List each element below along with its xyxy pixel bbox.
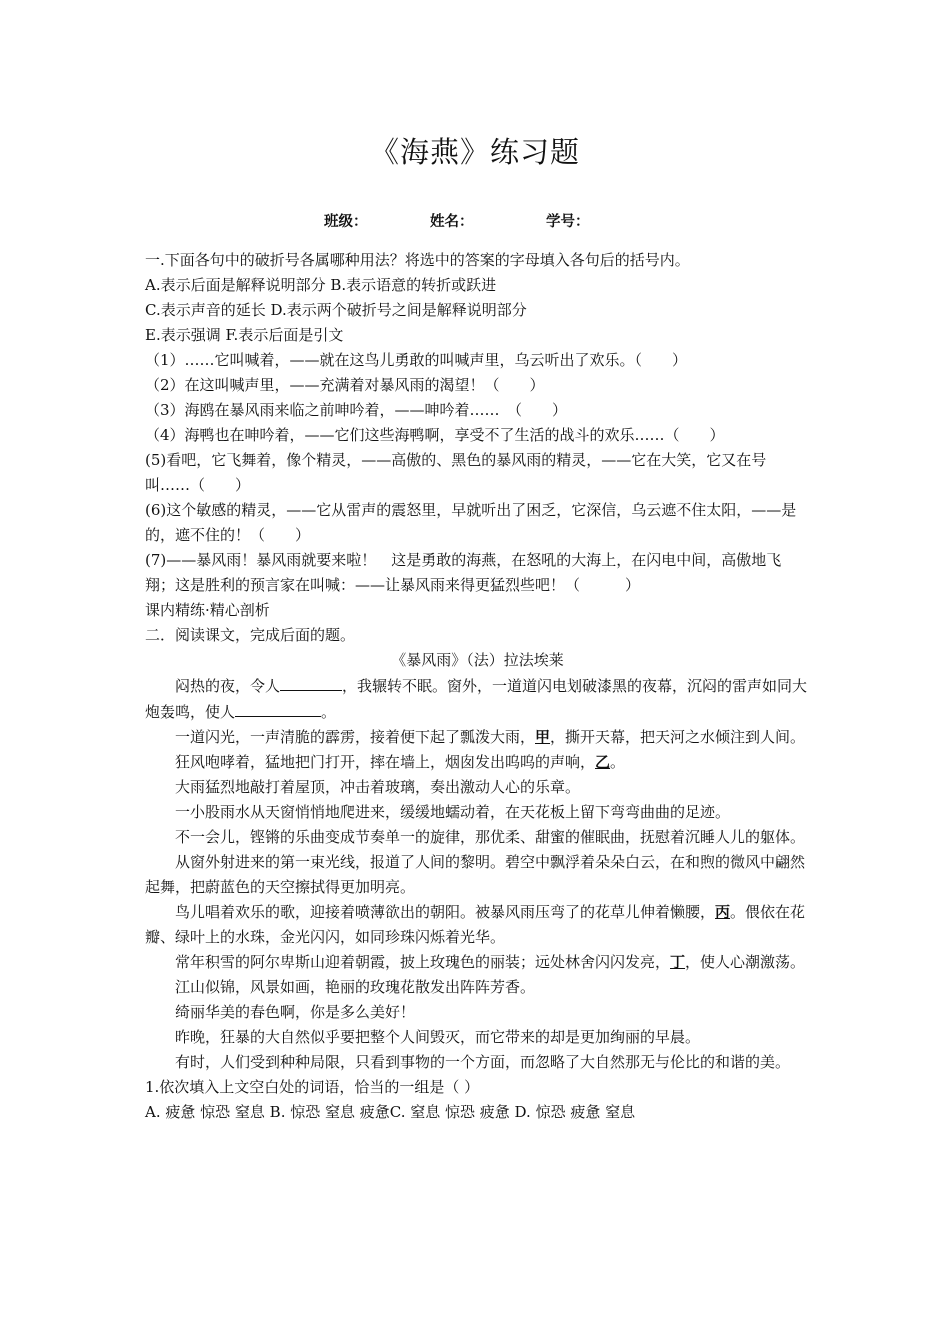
passage-paragraph: 绮丽华美的春色啊，你是多么美好！ xyxy=(175,1003,416,1021)
passage-paragraph: 江山似锦，风景如画，艳丽的玫瑰花散发出阵阵芳香。 xyxy=(175,978,536,996)
question1-stem: 1.依次填入上文空白处的词语，恰当的一组是（ ） xyxy=(145,1078,480,1096)
passage-paragraph: 鸟儿唱着欢乐的歌，迎接着喷薄欲出的朝阳。被暴风雨压弯了的花草儿伸着懒腰，丙。偎依在花瓣、绿叶上的水珠，金光闪闪，如同珍珠闪烁着光华。 xyxy=(145,903,806,946)
passage-title: 《暴风雨》（法）拉法埃莱 xyxy=(391,651,564,669)
passage-paragraph: 一道闪光，一声清脆的霹雳，接着便下起了瓢泼大雨，甲，撕开天幕，把天河之水倾注到人间。 xyxy=(175,728,806,746)
passage-paragraph: 闷热的夜，令人 ，我辗转不眠。窗外，一道道闪电划破漆黑的夜幕，沉闷的雷声如同大炮轰鸣，使人 。 xyxy=(145,673,810,725)
question-item: (7)——暴风雨！暴风雨就要来啦！ 这是勇敢的海燕，在怒吼的大海上，在闪电中间，高傲地飞翔；这是胜利的预言家在叫喊：——让暴风雨来得更猛烈些吧！（ ） xyxy=(145,551,782,594)
passage-paragraph: 昨晚，狂暴的大自然似乎要把整个人间毁灭，而它带来的却是更加绚丽的早晨。 xyxy=(175,1028,701,1046)
passage-paragraph: 从窗外射进来的第一束光线，报道了人间的黎明。碧空中飘浮着朵朵白云，在和煦的微风中翩然起舞，把蔚蓝色的天空擦拭得更加明亮。 xyxy=(145,853,806,896)
blank-marker-ding: 丁 xyxy=(670,953,686,971)
question-item: (5)看吧，它飞舞着，像个精灵，——高傲的、黑色的暴风雨的精灵，——它在大笑，它又在号叫……（ ） xyxy=(145,451,767,494)
name-label: 姓名： xyxy=(430,214,474,230)
question-item: (6)这个敏感的精灵，——它从雷声的震怒里，早就听出了困乏，它深信，乌云遮不住太阳，——是的，遮不住的！（ ） xyxy=(145,501,797,544)
question-item: （4）海鸭也在呻吟着，——它们这些海鸭啊，享受不了生活的战斗的欢乐……（ ） xyxy=(145,426,725,444)
fill-blank xyxy=(235,699,321,717)
student-info-row xyxy=(0,210,950,231)
section1-heading: 一.下面各句中的破折号各属哪种用法？将选中的答案的字母填入各句后的括号内。 xyxy=(145,251,690,269)
page-title: 《海燕》练习题 xyxy=(369,135,580,169)
option-line: E.表示强调 F.表示后面是引文 xyxy=(145,326,344,344)
option-line: A.表示后面是解释说明部分 B.表示语意的转折或跃进 xyxy=(145,276,497,294)
passage-paragraph: 不一会儿，铿锵的乐曲变成节奏单一的旋律，那优柔、甜蜜的催眠曲，抚慰着沉睡人儿的躯体。 xyxy=(175,828,806,846)
fill-blank xyxy=(280,673,342,691)
passage-paragraph: 一小股雨水从天窗悄悄地爬进来，缓缓地蠕动着，在天花板上留下弯弯曲曲的足迹。 xyxy=(175,803,731,821)
question1-options: A. 疲惫 惊恐 窒息 B. 惊恐 窒息 疲惫C. 窒息 惊恐 疲惫 D. 惊恐 疲惫 窒息 xyxy=(145,1103,636,1121)
question-item: （1）……它叫喊着，——就在这鸟儿勇敢的叫喊声里，乌云听出了欢乐。（ ） xyxy=(145,351,688,369)
blank-marker-jia: 甲 xyxy=(535,728,551,746)
blank-marker-bing: 丙 xyxy=(715,903,731,921)
passage-paragraph: 有时，人们受到种种局限，只看到事物的一个方面，而忽略了大自然那无与伦比的和谐的美。 xyxy=(175,1053,791,1071)
option-line: C.表示声音的延长 D.表示两个破折号之间是解释说明部分 xyxy=(145,301,527,319)
passage-paragraph: 狂风咆哮着，猛地把门打开，摔在墙上，烟囱发出呜呜的声响，乙。 xyxy=(175,753,626,771)
question-item: （2）在这叫喊声里，——充满着对暴风雨的渴望！（ ） xyxy=(145,376,545,394)
class-label: 班级： xyxy=(324,214,368,230)
passage-paragraph: 常年积雪的阿尔卑斯山迎着朝霞，披上玫瑰色的丽装；远处林舍闪闪发亮，丁，使人心潮激荡。 xyxy=(175,953,806,971)
question-item: （3）海鸥在暴风雨来临之前呻吟着，——呻吟着…… （ ） xyxy=(145,401,568,419)
subheading: 课内精练·精心剖析 xyxy=(145,601,270,619)
document-body xyxy=(145,248,810,1125)
passage-paragraph: 大雨猛烈地敲打着屋顶，冲击着玻璃，奏出激动人心的乐章。 xyxy=(175,778,581,796)
blank-marker-yi: 乙 xyxy=(595,753,611,771)
section2-heading: 二．阅读课文，完成后面的题。 xyxy=(145,626,356,644)
student-id-label: 学号： xyxy=(546,214,590,230)
